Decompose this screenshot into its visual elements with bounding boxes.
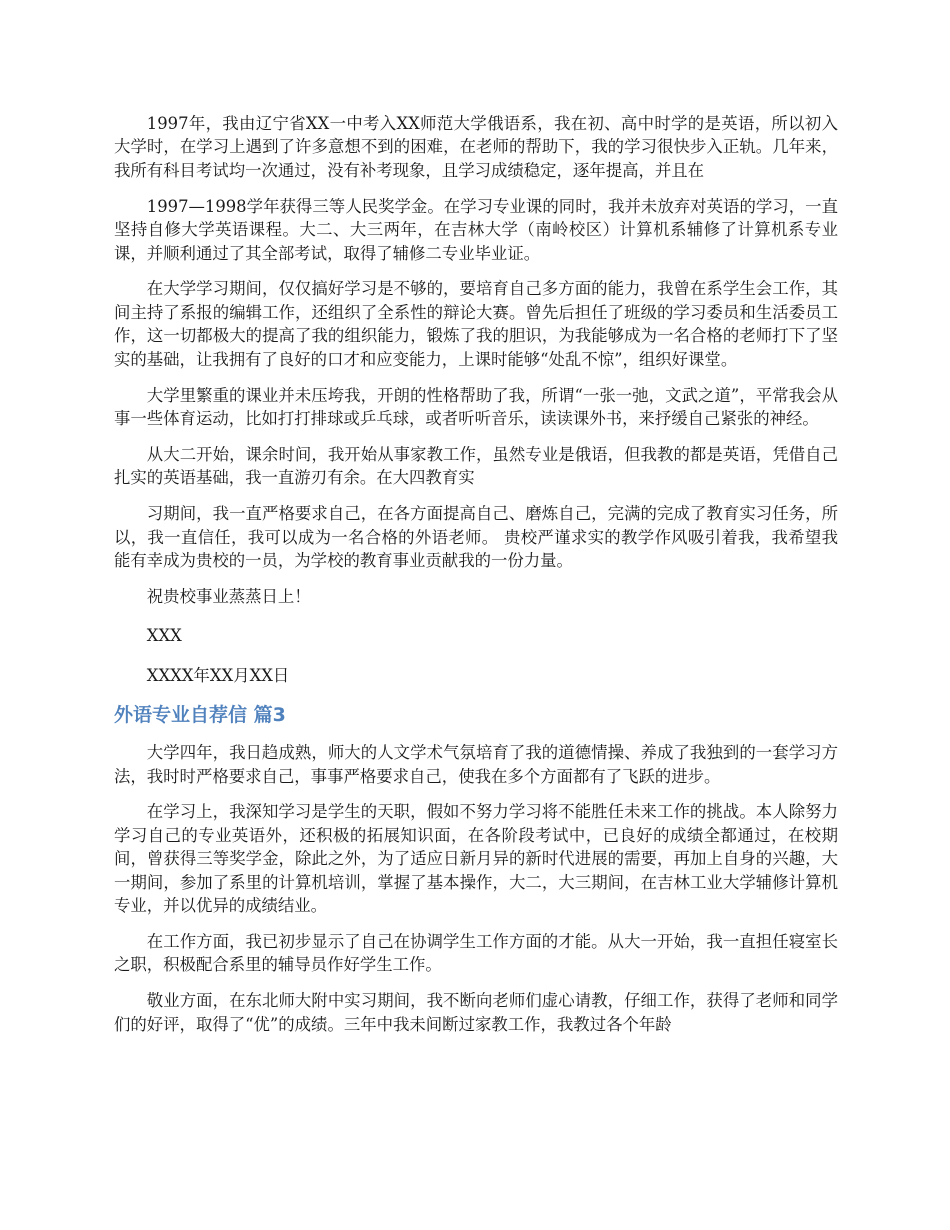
paragraph-admission: 1997年，我由辽宁省XX一中考入XX师范大学俄语系，我在初、高中时学的是英语，所以初入大学时，在学习上遇到了许多意想不到的困难，在老师的帮助下，我的学习很快步入正轨。几年来，我所有科目考试均一次通过，没有补考现象，且学习成绩稳定，逐年提高，并且在 [114, 114, 838, 180]
paragraph-work: 在工作方面，我已初步显示了自己在协调学生工作方面的才能。从大一开始，我一直担任寝室长之职，积极配合系里的辅导员作好学生工作。 [114, 931, 838, 975]
date-line: XXXX年XX月XX日 [146, 665, 290, 685]
paragraph-hobbies: 大学里繁重的课业并未压垮我，开朗的性格帮助了我，所谓“一张一弛，文武之道”，平常我会从事一些体育运动，比如打打排球或乒乓球，或者听听音乐，读读课外书，来抒缓自己紧张的神经。 [114, 385, 838, 428]
paragraph-study: 在学习上，我深知学习是学生的天职，假如不努力学习将不能胜任未来工作的挑战。本人除努力学习自己的专业英语外，还积极的拓展知识面，在各阶段考试中，已良好的成绩全都通过，在校期间，曾获得三等奖学金，除此之外，为了适应日新月异的新时代进展的需要，再加上自身的兴趣，大一期间，参加了系里的计算机培训，掌握了基本操作，大二，大三期间，在吉林工业大学辅修计算机专业，并以优异的成绩结业。 [114, 802, 838, 916]
paragraph-internship: 习期间，我一直严格要求自己，在各方面提高自己、磨炼自己，完满的完成了教育实习任务，所以，我一直信任，我可以成为一名合格的外语老师。 贵校严谨求实的教学作风吸引着我，我希望我能有幸成为贵校的一员，为学校的教育事业贡献我的一份力量。 [114, 504, 838, 570]
paragraph-tutoring: 从大二开始，课余时间，我开始从事家教工作，虽然专业是俄语，但我教的都是英语，凭借自己扎实的英语基础，我一直游刃有余。在大四教育实 [114, 444, 838, 488]
section-title: 外语专业自荐信 篇3 [114, 704, 286, 727]
paragraph-abilities: 在大学学习期间，仅仅搞好学习是不够的，要培育自己多方面的能力，我曾在系学生会工作，其间主持了系报的编辑工作，还组织了全系性的辩论大赛。曾先后担任了班级的学习委员和生活委员工作，这一切都极大的提高了我的组织能力，锻炼了我的胆识，为我能够成为一名合格的老师打下了坚实的基础，让我拥有了良好的口才和应变能力，上课时能够“处乱不惊”，组织好课堂。 [114, 279, 838, 369]
document-page [114, 112, 838, 1049]
closing-line: 祝贵校事业蒸蒸日上！ [146, 586, 311, 606]
paragraph-maturity: 大学四年，我日趋成熟，师大的人文学术气氛培育了我的道德情操、养成了我独到的一套学习方法，我时时严格要求自己，事事严格要求自己，使我在多个方面都有了飞跃的进步。 [114, 743, 838, 786]
signature: XXX [146, 626, 182, 646]
paragraph-scholarship: 1997—1998学年获得三等人民奖学金。在学习专业课的同时，我并未放弃对英语的学习，一直坚持自修大学英语课程。大二、大三两年，在吉林大学（南岭校区）计算机系辅修了计算机系专业课，并顺利通过了其全部考试，取得了辅修二专业毕业证。 [114, 196, 838, 263]
paragraph-dedication: 敬业方面，在东北师大附中实习期间，我不断向老师们虚心请教，仔细工作，获得了老师和同学们的好评，取得了“优”的成绩。三年中我未间断过家教工作，我教过各个年龄 [114, 991, 838, 1034]
